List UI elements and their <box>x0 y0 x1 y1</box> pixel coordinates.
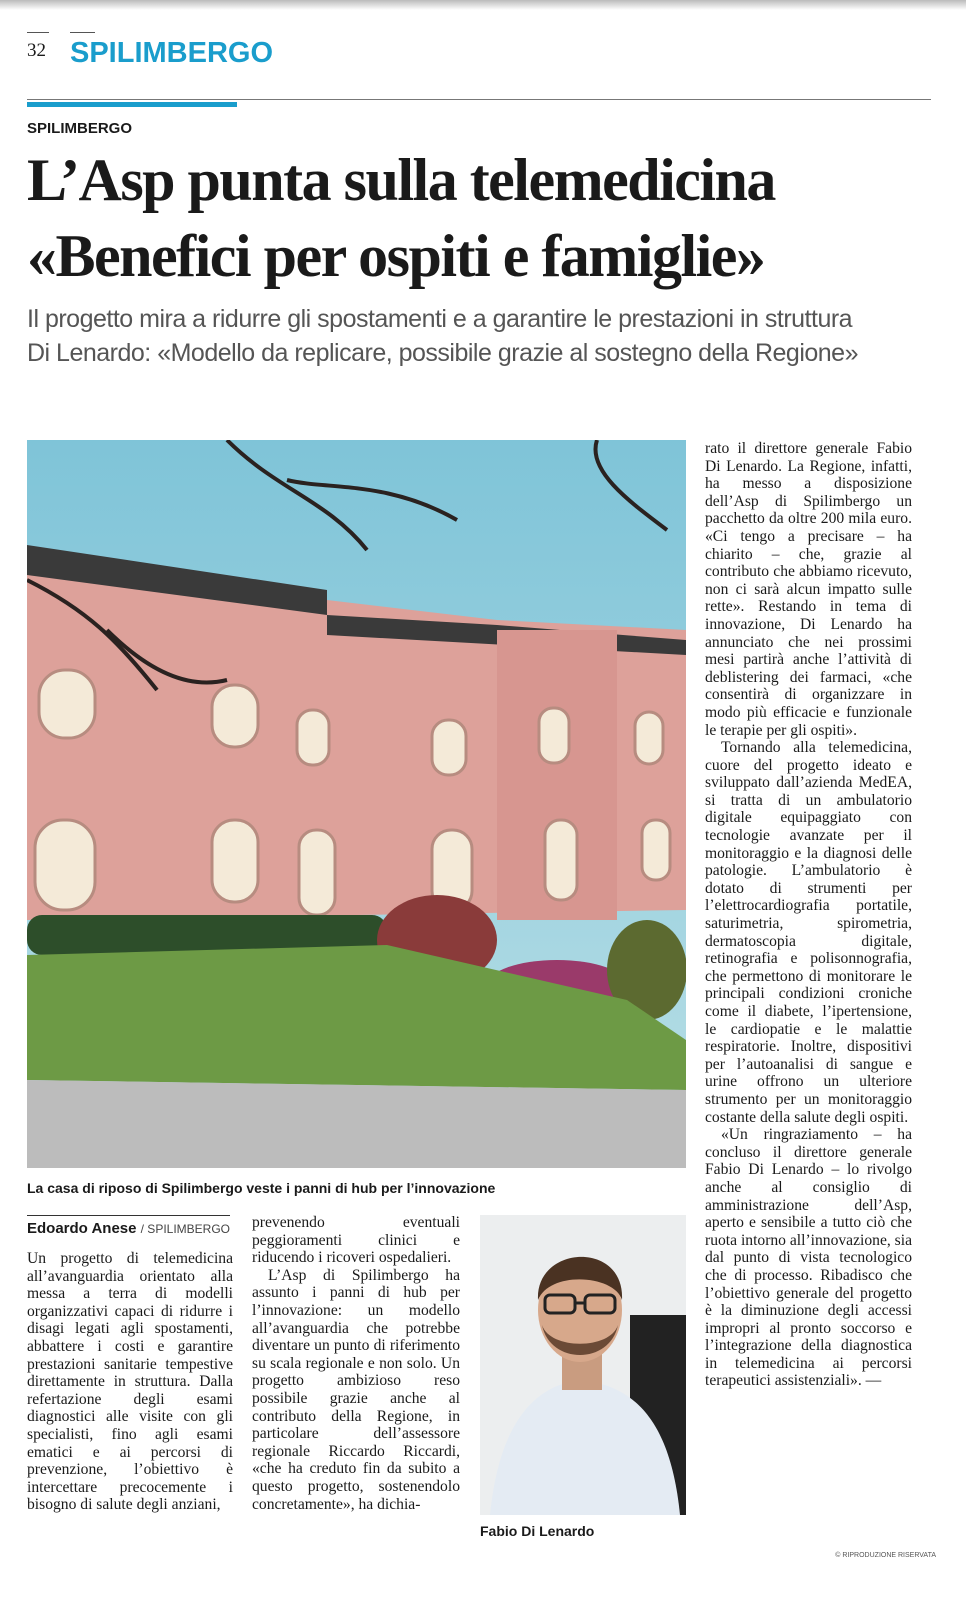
article-paragraph: L’Asp di Spilimbergo ha assunto i panni di hub per l’innovazione: un modello all’avanguardia che potrebbe diventare un punto di riferimento su scala regionale e non solo. Un progetto ambizioso reso possibile grazie anche al contributo della Regione, in particolare dell’assessore regionale Riccardo Riccardi, «che ha creduto fin da subito a questo progetto, sostenendolo concretamente», ha dichia- <box>252 1266 460 1513</box>
copyright-notice: © RIPRODUZIONE RISERVATA <box>835 1552 936 1559</box>
header-rule <box>27 99 931 100</box>
subheadline-line: Di Lenardo: «Modello da replicare, possibile grazie al sostegno della Regione» <box>27 339 858 367</box>
headline-line: «Benefici per ospiti e famiglie» <box>27 223 765 289</box>
article-kicker: SPILIMBERGO <box>27 120 133 137</box>
portrait-caption: Fabio Di Lenardo <box>480 1523 595 1539</box>
divider <box>70 32 95 33</box>
article-column-1 <box>27 1250 233 1514</box>
subheadline-line: Il progetto mira a ridurre gli spostamenti e a garantire le prestazioni in struttura <box>27 305 853 333</box>
subheadline <box>27 302 937 370</box>
photo-caption: La casa di riposo di Spilimbergo veste i panni di hub per l’innovazione <box>27 1180 496 1196</box>
section-title: SPILIMBERGO <box>70 37 274 69</box>
article-paragraph: rato il direttore generale Fabio Di Lenardo. La Regione, infatti, ha messo a disposizione dell’Asp di Spilimbergo un pacchetto da oltre 200 mila euro. «Ci tengo a precisare – ha chiarito – che, grazie al contributo che abbiamo ricevuto, non ci sarà alcun impatto sulle rette». Restando in tema di innovazione, Di Lenardo ha annunciato che nei prossimi mesi partirà anche l’attività di deblistering dei farmaci, «che consentirà di organizzare in modo più efficacie e funzionale le terapie per gli ospiti». <box>705 440 912 739</box>
article-column-3 <box>705 440 912 1390</box>
building-photo <box>27 440 686 1168</box>
author-location: / SPILIMBERGO <box>140 1222 230 1236</box>
article-paragraph: prevenendo eventuali peggioramenti clinici e riducendo i ricoveri ospedalieri. <box>252 1214 460 1267</box>
headline <box>27 142 937 294</box>
author-name: Edoardo Anese <box>27 1220 137 1237</box>
article-column-2 <box>252 1214 460 1513</box>
portrait-photo <box>480 1215 686 1515</box>
article-paragraph: Un progetto di telemedicina all’avanguardia orientato alla messa a terra di modelli organizzativi capaci di ridurre i disagi legati agli spostamenti, abbattere i costi e garantire prestazioni sanitarie tempestive direttamente in struttura. Dalla refertazione degli esami diagnostici alle visite con gli specialisti, fino agli esami ematici e ai percorsi di prevenzione, l’obiettivo è intercettare precocemente i bisogno di salute degli anziani, <box>27 1250 233 1514</box>
page-number: 32 <box>27 40 46 61</box>
article-paragraph: «Un ringraziamento – ha concluso il direttore generale Fabio Di Lenardo – lo rivolgo anche al consiglio di amministrazione dell’Asp, aperto e sensibile a tutto ciò che ruota intorno all’innovazione, sia dal punto di vista tecnologico che di processo. Ribadisco che l’obiettivo generale del progetto è la diminuzione degli accessi impropri al pronto soccorso e l’integrazione della diagnostica in telemedicina ai percorsi terapeutici assistenziali». — <box>705 1126 912 1390</box>
byline <box>27 1215 230 1237</box>
page-edge-shadow <box>0 0 966 10</box>
divider <box>27 32 49 33</box>
article-paragraph: Tornando alla telemedicina, cuore del progetto ideato e sviluppato dall’azienda MedEA, si tratta di un ambulatorio digitale equipaggiato con tecnologie avanzate per il monitoraggio e la diagnosi delle patologie. L’ambulatorio è dotato di strumenti per l’elettrocardiografia portatile, saturimetria, spirometria, dermatoscopia digitale, retinografia e polisonnografia, che permettono di monitorare le principali condizioni croniche come il diabete, l’ipertensione, le cardiopatie e le malattie respiratorie. Inoltre, dispositivi per l’autoanalisi di sangue e urine offrono un ulteriore strumento per un monitoraggio costante della salute degli ospiti. <box>705 739 912 1126</box>
headline-line: L’Asp punta sulla telemedicina <box>27 147 775 213</box>
accent-bar <box>27 102 237 107</box>
